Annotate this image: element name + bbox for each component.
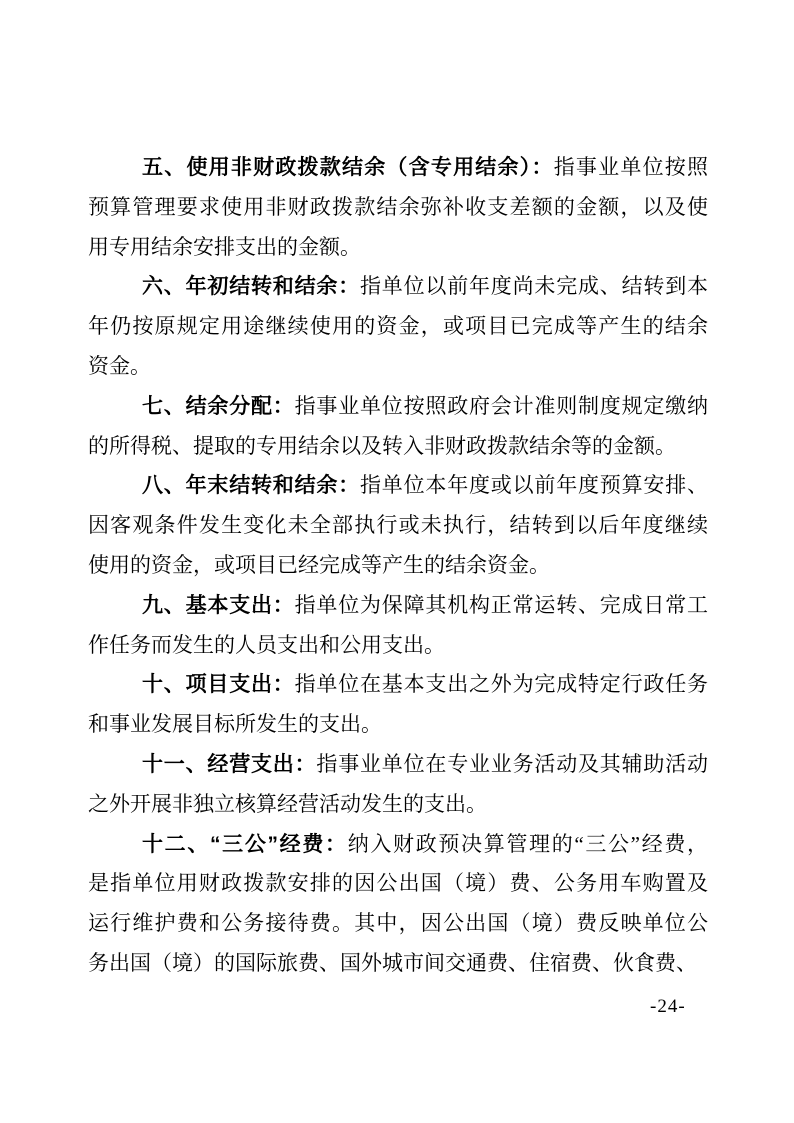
term-label: 七、结余分配：: [142, 394, 295, 418]
definition-text-line: 务出国（境）的国际旅费、国外城市间交通费、住宿费、伙食费、: [88, 950, 697, 975]
definition-text-line: 用专用结余安排支出的金额。: [88, 234, 361, 259]
definition-first-line: [88, 466, 708, 506]
definition-first-line: [88, 825, 708, 865]
term-label: 五、使用非财政拨款结余（含专用结余）：: [142, 156, 554, 179]
definition-text-line: 的所得税、提取的专用结余以及转入非财政拨款结余等的金额。: [88, 433, 676, 458]
term-label: 八、年末结转和结余：: [142, 474, 360, 498]
definition-text: 指单位本年度或以前年度预算安排、: [360, 473, 708, 498]
definition-text: 指单位以前年度尚未完成、结转到本: [360, 274, 708, 299]
definition-text: 指单位为保障其机构正常运转、完成日常工: [294, 592, 709, 617]
definition-text-line: 年仍按原规定用途继续使用的资金，或项目已完成等产生的结余: [88, 314, 708, 339]
definition-paragraph: [88, 825, 708, 984]
definition-text-line: 运行维护费和公务接待费。其中，因公出国（境）费反映单位公: [88, 911, 708, 936]
definition-text-line: 因客观条件发生变化未全部执行或未执行，结转到以后年度继续: [88, 513, 708, 538]
definition-text-line: 之外开展非独立核算经营活动发生的支出。: [88, 791, 487, 816]
term-label: 十、项目支出：: [142, 673, 295, 697]
document-text: [88, 148, 708, 984]
definition-paragraph: [88, 466, 708, 585]
definition-first-line: [88, 387, 708, 427]
page-number: -24-: [650, 996, 686, 1017]
term-label: 十一、经营支出：: [142, 752, 317, 776]
definition-text-line: 预算管理要求使用非财政拨款结余弥补收支差额的金额，以及使: [88, 194, 708, 219]
definition-first-line: [88, 745, 708, 785]
definition-text: 纳入财政预决算管理的“三公”经费，: [347, 831, 709, 856]
definition-first-line: [88, 586, 708, 626]
term-label: 十二、“三公”经费：: [142, 832, 348, 856]
definition-text: 指事业单位按照: [553, 155, 709, 179]
term-label: 六、年初结转和结余：: [142, 275, 360, 299]
definition-text: 指单位在基本支出之外为完成特定行政任务: [294, 672, 709, 697]
definition-paragraph: [88, 665, 708, 745]
definition-text: 指事业单位在专业业务活动及其辅助活动: [316, 751, 709, 776]
definition-text-line: 和事业发展目标所发生的支出。: [88, 712, 382, 737]
definition-first-line: [88, 665, 708, 705]
definition-paragraph: [88, 387, 708, 467]
definition-first-line: [88, 148, 708, 188]
definition-text-line: 使用的资金，或项目已经完成等产生的结余资金。: [88, 552, 550, 577]
definition-paragraph: [88, 586, 708, 666]
definition-first-line: [88, 267, 708, 307]
definition-text-line: 作任务而发生的人员支出和公用支出。: [88, 632, 445, 657]
definition-text-line: 资金。: [88, 353, 151, 378]
definition-text-line: 是指单位用财政拨款安排的因公出国（境）费、公务用车购置及: [88, 871, 708, 896]
definition-text: 指事业单位按照政府会计准则制度规定缴纳: [294, 393, 709, 418]
definition-paragraph: [88, 745, 708, 825]
definition-paragraph: [88, 267, 708, 386]
term-label: 九、基本支出：: [142, 593, 295, 617]
definition-paragraph: [88, 148, 708, 267]
